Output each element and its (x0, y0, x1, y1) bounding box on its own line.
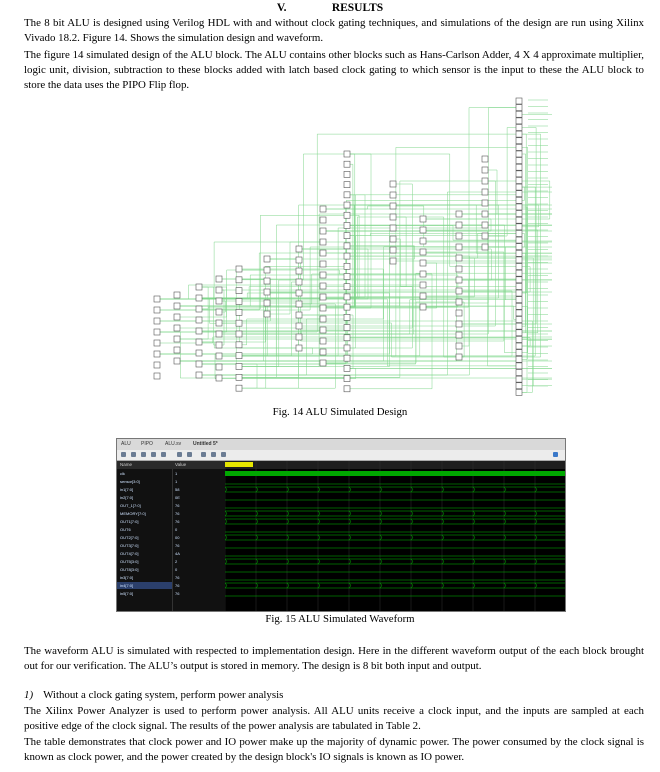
signal-value: 1 (175, 471, 178, 476)
next-edge-icon[interactable] (221, 452, 226, 457)
signal-value: 0 (175, 567, 178, 572)
logic-cell (516, 171, 522, 177)
logic-cell (216, 353, 222, 359)
logic-cell (516, 283, 522, 289)
logic-cell (516, 124, 522, 130)
time-cursor-marker (225, 462, 253, 467)
logic-cell (516, 244, 522, 250)
schematic-wire (216, 247, 518, 290)
logic-cell (154, 307, 160, 313)
logic-cell (344, 335, 350, 341)
logic-cell (196, 306, 202, 312)
logic-cell (216, 375, 222, 381)
signal-name[interactable]: sensor[3:0] (120, 479, 140, 484)
logic-cell (516, 217, 522, 223)
logic-cell (516, 164, 522, 170)
logic-cell (320, 228, 326, 234)
logic-cell (516, 303, 522, 309)
logic-cell (296, 312, 302, 318)
logic-cell (456, 332, 462, 338)
logic-cell (320, 206, 326, 212)
signal-name[interactable]: OUT8[3:0] (120, 567, 139, 572)
waveform-plot[interactable] (225, 461, 565, 611)
subsection-number: 1) (24, 689, 34, 701)
bus-transition (225, 519, 537, 524)
logic-cell (456, 288, 462, 294)
schematic-wire (488, 128, 516, 237)
signal-name[interactable]: clk (120, 471, 125, 476)
logic-cell (174, 303, 180, 309)
paragraph-waveform: The waveform ALU is simulated with respected to implementation design. Here in the different waveform output of the each block brought out for our verification. The ALU’s output is stored in memory. The design is 8 bit both input and output. (24, 645, 644, 672)
logic-cell (516, 237, 522, 243)
logic-cell (420, 260, 426, 266)
logic-cell (482, 200, 488, 206)
logic-cell (344, 222, 350, 228)
logic-cell (264, 300, 270, 306)
schematic-wire (196, 215, 359, 298)
schematic-wire (202, 192, 482, 375)
logic-cell (264, 311, 270, 317)
logic-cell (456, 266, 462, 272)
logic-cell (296, 290, 302, 296)
logic-cell (320, 305, 326, 311)
signal-value: 76 (175, 591, 180, 596)
logic-cell (174, 336, 180, 342)
logic-cell (344, 253, 350, 259)
logic-cell (516, 310, 522, 316)
signal-value: 58 (175, 487, 180, 492)
schematic-wire (196, 364, 257, 388)
logic-cell (516, 317, 522, 323)
paragraph-dynamic-power: The table demonstrates that clock power and IO power make up the majority of dynamic power. The power consumed by the clock signal is known as clock power, and the power created by the design block's IO signals is known as IO power. (24, 736, 644, 763)
schematic-wire (270, 259, 320, 341)
logic-cell (174, 347, 180, 353)
logic-cell (344, 365, 350, 371)
tab-alu[interactable]: ALU (121, 441, 131, 447)
logic-cell (390, 258, 396, 264)
logic-cell (196, 284, 202, 290)
logic-cell (344, 284, 350, 290)
logic-cell (196, 361, 202, 367)
logic-cell (482, 211, 488, 217)
waveform-traces (225, 461, 565, 611)
logic-cell (516, 191, 522, 197)
logic-cell (174, 292, 180, 298)
settings-icon[interactable] (553, 452, 558, 457)
logic-cell (344, 192, 350, 198)
logic-cell (516, 177, 522, 183)
logic-cell (296, 257, 302, 263)
clock-trace (225, 471, 565, 476)
logic-cell (344, 294, 350, 300)
signal-name[interactable]: OUT_1[7:0] (120, 503, 141, 508)
schematic-wire (242, 154, 344, 280)
logic-cell (216, 298, 222, 304)
schematic-wire (264, 267, 530, 292)
signal-name[interactable]: OUT3[7:0] (120, 543, 139, 548)
signal-name[interactable]: in2[7:0] (120, 495, 134, 500)
schematic-wire (344, 258, 474, 297)
logic-cell (236, 353, 242, 359)
logic-cell (216, 320, 222, 326)
schematic-drawing (136, 96, 552, 404)
tab-alu-sv[interactable]: ALU.sv (165, 441, 182, 447)
logic-cell (420, 216, 426, 222)
logic-cell (216, 287, 222, 293)
logic-cell (516, 98, 522, 104)
schematic-wire (236, 269, 383, 319)
logic-cell (390, 203, 396, 209)
logic-cell (420, 249, 426, 255)
logic-cell (296, 246, 302, 252)
logic-cell (264, 256, 270, 262)
logic-cell (482, 178, 488, 184)
signal-value: 76 (175, 543, 180, 548)
logic-cell (516, 336, 522, 342)
logic-cell (320, 360, 326, 366)
signal-value: 76 (175, 511, 180, 516)
logic-cell (516, 105, 522, 111)
logic-cell (390, 247, 396, 253)
logic-cell (456, 211, 462, 217)
save-icon[interactable] (121, 452, 126, 457)
signal-value: 76 (175, 583, 180, 588)
logic-cell (344, 182, 350, 188)
logic-cell (264, 278, 270, 284)
logic-cell (320, 239, 326, 245)
schematic-wire (154, 321, 532, 392)
logic-cell (296, 279, 302, 285)
schematic-wire (462, 108, 516, 346)
logic-cell (320, 338, 326, 344)
logic-cell (456, 222, 462, 228)
logic-cell (516, 197, 522, 203)
logic-cell (456, 343, 462, 349)
logic-cell (344, 151, 350, 157)
logic-cell (236, 342, 242, 348)
logic-cell (344, 233, 350, 239)
logic-cell (456, 299, 462, 305)
logic-cell (344, 212, 350, 218)
logic-cell (516, 356, 522, 362)
signal-value: 76 (175, 503, 180, 508)
schematic-wire (456, 225, 504, 236)
logic-cell (236, 266, 242, 272)
schematic-wire (344, 217, 406, 287)
waveform-toolbar (117, 450, 565, 461)
logic-cell (516, 323, 522, 329)
logic-cell (516, 224, 522, 230)
signal-name[interactable]: OUT1[7:0] (120, 519, 139, 524)
logic-cell (516, 277, 522, 283)
logic-cell (320, 217, 326, 223)
logic-cell (344, 171, 350, 177)
logic-cell (482, 167, 488, 173)
logic-cell (216, 309, 222, 315)
logic-cell (296, 334, 302, 340)
signal-value-column (172, 461, 225, 611)
schematic-wire (344, 195, 355, 307)
prev-edge-icon[interactable] (211, 452, 216, 457)
signal-pane (117, 461, 225, 611)
signal-name[interactable]: in5[7:0] (120, 591, 134, 596)
signal-value: 1 (175, 479, 178, 484)
waveform-tab-bar (117, 439, 565, 450)
logic-cell (196, 372, 202, 378)
section-number: V. (276, 2, 287, 14)
logic-cell (516, 290, 522, 296)
logic-cell (516, 370, 522, 376)
logic-cell (296, 301, 302, 307)
logic-cell (482, 233, 488, 239)
logic-cell (516, 184, 522, 190)
logic-cell (516, 131, 522, 137)
schematic-wire (350, 233, 516, 235)
schematic-wire (154, 279, 270, 321)
logic-cell (456, 321, 462, 327)
logic-cell (390, 181, 396, 187)
section-title: RESULTS (331, 2, 384, 14)
logic-cell (420, 304, 426, 310)
logic-cell (320, 261, 326, 267)
logic-cell (482, 156, 488, 162)
logic-cell (154, 340, 160, 346)
logic-cell (154, 351, 160, 357)
logic-cell (320, 283, 326, 289)
logic-cell (154, 318, 160, 324)
logic-cell (174, 314, 180, 320)
bus-transition (225, 535, 537, 540)
paragraph-intro: The 8 bit ALU is designed using Verilog HDL with and without clock gating techniques, and simulations of the design are run using Xilinx Vivado 18.2. Figure 14. Shows the simulation design and waveform. (24, 17, 644, 44)
logic-cell (456, 277, 462, 283)
logic-cell (196, 350, 202, 356)
logic-cell (216, 364, 222, 370)
waveform-window (116, 438, 566, 612)
logic-cell (236, 364, 242, 370)
logic-cell (482, 244, 488, 250)
signal-name[interactable]: in3[7:0] (120, 575, 134, 580)
logic-cell (516, 383, 522, 389)
schematic-wire (344, 205, 539, 227)
logic-cell (344, 325, 350, 331)
logic-cell (344, 243, 350, 249)
figure-14-caption: Fig. 14 ALU Simulated Design (272, 406, 408, 418)
logic-cell (344, 345, 350, 351)
bus-transition (225, 559, 537, 564)
logic-cell (344, 202, 350, 208)
logic-cell (482, 222, 488, 228)
logic-cell (344, 386, 350, 392)
logic-cell (216, 342, 222, 348)
logic-cell (482, 189, 488, 195)
logic-cell (516, 376, 522, 382)
time-ruler (225, 461, 565, 469)
logic-cell (516, 270, 522, 276)
logic-cell (154, 362, 160, 368)
signal-value: 76 (175, 519, 180, 524)
logic-cell (320, 294, 326, 300)
signal-name[interactable]: OUT5[3:0] (120, 559, 139, 564)
schematic-wire (236, 228, 488, 334)
bus-transition (225, 583, 537, 588)
logic-cell (296, 268, 302, 274)
logic-cell (344, 274, 350, 280)
logic-cell (154, 329, 160, 335)
logic-cell (344, 263, 350, 269)
schematic-wire (222, 147, 516, 356)
logic-cell (516, 389, 522, 395)
signal-name[interactable]: OUT2[7:0] (120, 535, 139, 540)
schematic-wire (154, 299, 276, 356)
logic-cell (390, 192, 396, 198)
schematic-wire (174, 297, 400, 306)
logic-cell (236, 277, 242, 283)
logic-cell (264, 267, 270, 273)
paragraph-power-analyzer: The Xilinx Power Analyzer is used to perform power analysis. All ALU units receive a clock input, and the inputs are sampled at each positive edge of the clock signal. The results of the power analysis are tabulated in Table 2. (24, 705, 644, 732)
logic-cell (344, 314, 350, 320)
logic-cell (516, 138, 522, 144)
alu-schematic-figure (136, 96, 552, 404)
signal-name-column (117, 461, 173, 611)
logic-cell (236, 288, 242, 294)
bus-transition (225, 511, 537, 516)
logic-cell (296, 345, 302, 351)
signal-value: 4A (175, 551, 180, 556)
tab-pipo[interactable]: PIPO (141, 441, 153, 447)
logic-cell (516, 158, 522, 164)
logic-cell (236, 374, 242, 380)
logic-cell (390, 236, 396, 242)
logic-cell (216, 276, 222, 282)
logic-cell (516, 350, 522, 356)
go-to-end-icon[interactable] (187, 452, 192, 457)
logic-cell (174, 325, 180, 331)
section-heading (0, 2, 660, 14)
signal-value: 76 (175, 575, 180, 580)
logic-cell (516, 151, 522, 157)
signal-name[interactable]: OUT6 (120, 527, 131, 532)
signal-value: 2 (175, 559, 178, 564)
logic-cell (236, 331, 242, 337)
logic-cell (320, 272, 326, 278)
logic-cell (344, 376, 350, 382)
signal-name[interactable]: in4[7:0] (117, 582, 172, 589)
figure-15-caption: Fig. 15 ALU Simulated Waveform (265, 613, 415, 625)
logic-cell (420, 238, 426, 244)
logic-cell (196, 295, 202, 301)
logic-cell (344, 355, 350, 361)
logic-cell (516, 343, 522, 349)
subsection-heading (24, 689, 283, 701)
logic-cell (390, 214, 396, 220)
logic-cell (390, 225, 396, 231)
logic-cell (456, 233, 462, 239)
logic-cell (154, 296, 160, 302)
logic-cell (516, 363, 522, 369)
logic-cell (344, 161, 350, 167)
logic-cell (516, 250, 522, 256)
logic-cell (456, 354, 462, 360)
logic-cell (516, 330, 522, 336)
logic-cell (236, 299, 242, 305)
logic-cell (154, 373, 160, 379)
logic-cell (516, 257, 522, 263)
logic-cell (236, 309, 242, 315)
logic-cell (320, 316, 326, 322)
logic-cell (264, 289, 270, 295)
logic-cell (344, 304, 350, 310)
paragraph-alu-description: The figure 14 simulated design of the ALU block. The ALU contains other blocks such as Hans-Carlson Adder, 4 X 4 approximate multiplier, logic unit, division, subtraction to these blocks added with latch based clock gating to which sensor is the input to these the ALU block to store the data uses the PIPO Flip flop. (24, 49, 644, 91)
search-icon[interactable] (131, 452, 136, 457)
logic-cell (516, 297, 522, 303)
logic-cell (456, 255, 462, 261)
signal-name[interactable]: MEMORY[7:0] (120, 511, 146, 516)
logic-cell (516, 144, 522, 150)
logic-cell (320, 327, 326, 333)
schematic-wire (242, 205, 344, 388)
logic-cell (196, 317, 202, 323)
logic-cell (320, 349, 326, 355)
subsection-title: Without a clock gating system, perform power analysis (43, 689, 284, 701)
logic-cell (174, 358, 180, 364)
tab-untitled[interactable]: Untitled 5* (193, 441, 218, 447)
logic-cell (216, 331, 222, 337)
signal-value: 0 (175, 527, 178, 532)
logic-cell (516, 204, 522, 210)
schematic-wire (326, 206, 390, 209)
logic-cell (420, 293, 426, 299)
logic-cell (420, 227, 426, 233)
signal-name[interactable]: OUT4[7:0] (120, 551, 139, 556)
logic-cell (456, 310, 462, 316)
logic-cell (236, 320, 242, 326)
logic-cell (236, 385, 242, 391)
add-marker-icon[interactable] (201, 452, 206, 457)
zoom-out-icon[interactable] (151, 452, 156, 457)
bus-transition (225, 487, 537, 492)
logic-cell (456, 244, 462, 250)
logic-cell (420, 271, 426, 277)
signal-name[interactable]: in1[7:0] (120, 487, 134, 492)
logic-cell (516, 118, 522, 124)
value-column-header: Value (172, 461, 225, 469)
logic-cell (196, 339, 202, 345)
logic-cell (196, 328, 202, 334)
zoom-in-icon[interactable] (141, 452, 146, 457)
logic-cell (516, 111, 522, 117)
logic-cell (320, 250, 326, 256)
zoom-fit-icon[interactable] (161, 452, 166, 457)
logic-cell (516, 264, 522, 270)
signal-value: 00 (175, 535, 180, 540)
logic-cell (516, 230, 522, 236)
logic-cell (296, 323, 302, 329)
go-to-start-icon[interactable] (177, 452, 182, 457)
signal-value: 0E (175, 495, 180, 500)
logic-cell (420, 282, 426, 288)
name-column-header: Name (117, 461, 172, 469)
logic-cell (516, 211, 522, 217)
schematic-wire (462, 233, 516, 258)
